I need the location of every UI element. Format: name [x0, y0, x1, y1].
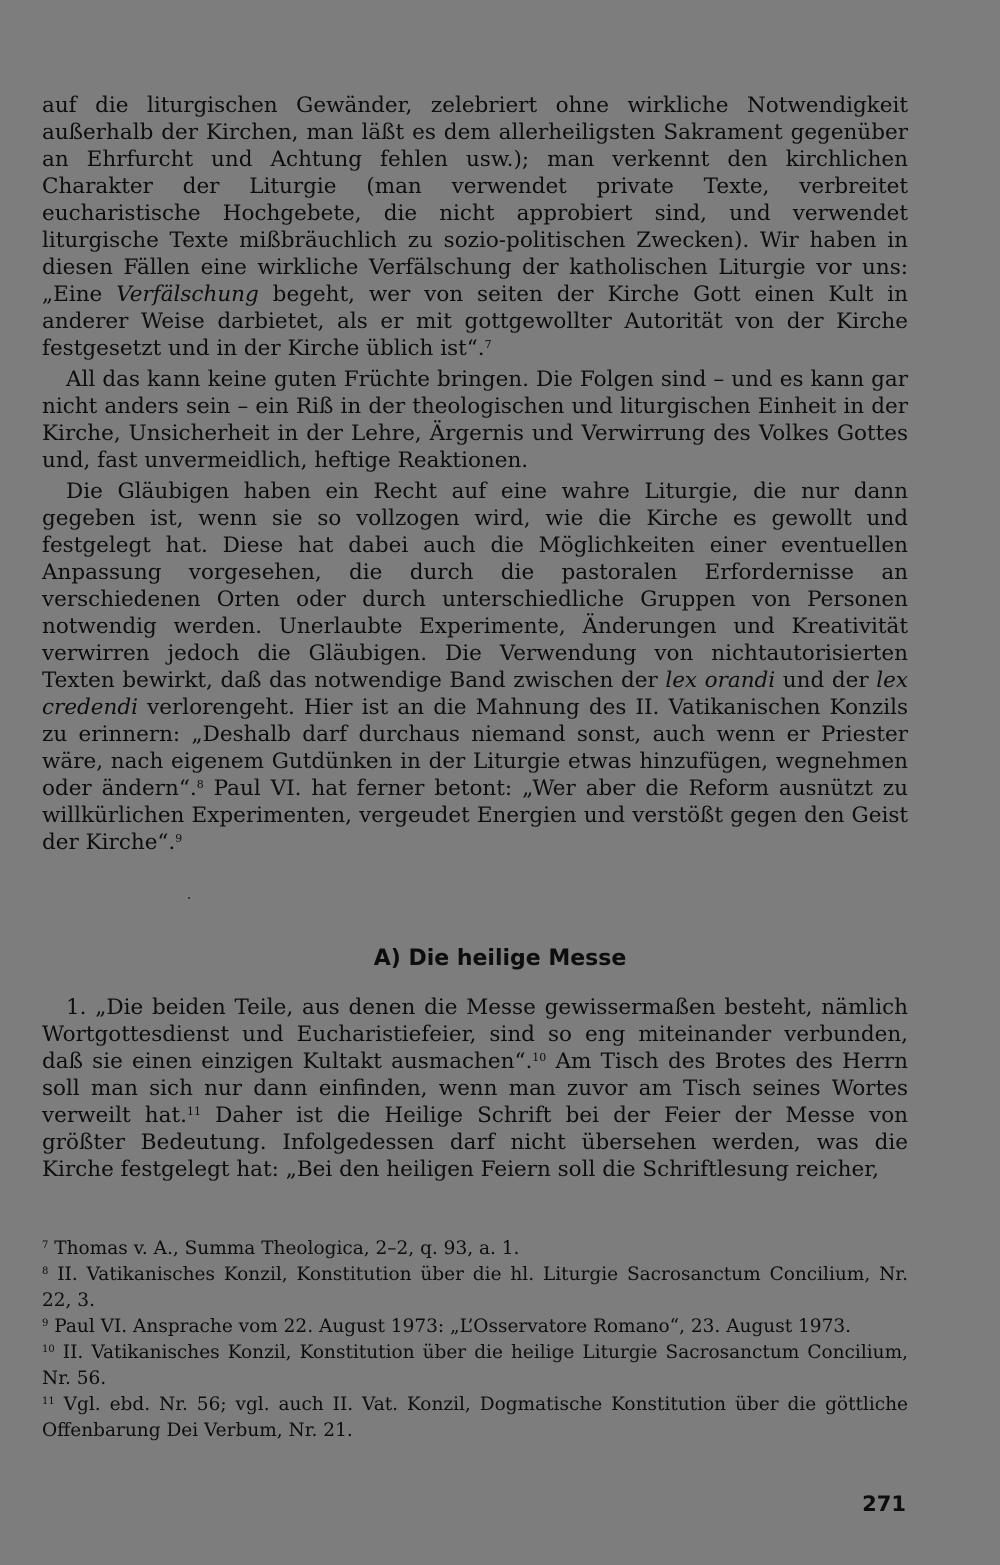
footnote-10 [42, 1340, 908, 1392]
paragraph-3-text-b: und der [775, 668, 877, 693]
section-paragraph-1 [42, 994, 908, 1183]
footnote-text: Vgl. ebd. Nr. 56; vgl. auch II. Vat. Konzil, Dogmatische Konstitution über die göttliche Offenbarung Dei Verbum, Nr. 21. [42, 1394, 908, 1441]
scan-speck [188, 897, 190, 899]
paragraph-1 [42, 92, 908, 362]
section-body [42, 994, 908, 1183]
footnote-7 [42, 1236, 908, 1262]
paragraph-3-text-d: Paul VI. hat ferner betont: „Wer aber die Reform ausnützt zu willkürlichen Experimenten, vergeudet Energien und verstößt gegen den Geist der Kirche“. [42, 776, 908, 855]
footnote-ref-9: 9 [175, 832, 183, 845]
section-paragraph-1-text-b: Am Tisch des Brotes des Herrn soll man sich nur dann einfinden, wenn man zuvor am Tisch seines Wortes verweilt hat. [42, 1049, 908, 1128]
footnote-text: Thomas v. A., Summa Theologica, 2–2, q. 93, a. 1. [54, 1238, 520, 1259]
paragraph-1-emphasis: Verfälschung [116, 282, 259, 307]
section-paragraph-1-text-a: 1. „Die beiden Teile, aus denen die Messe gewissermaßen besteht, nämlich Wortgottesdienst und Eucharistiefeier, sind so eng miteinander verbunden, daß sie einen einzigen Kultakt ausmachen“. [42, 995, 908, 1074]
footnote-number: 7 [42, 1240, 49, 1251]
footnote-8 [42, 1262, 908, 1314]
page-number: 271 [862, 1492, 906, 1516]
footnote-11 [42, 1392, 908, 1444]
paragraph-1-text-a: auf die liturgischen Gewänder, zelebriert ohne wirkliche Notwendigkeit außerhalb der Kirchen, man läßt es dem allerheiligsten Sakrament gegenüber an Ehrfurcht und Achtung fehlen usw.); man verkennt den kirchlichen Charakter der Liturgie (man verwendet private Texte, verbreitet eucharistische Hochgebete, die nicht approbiert sind, und verwendet liturgische Texte mißbräuchlich zu sozio-politischen Zwecken). Wir haben in diesen Fällen eine wirkliche Verfälschung der katholischen Liturgie vor uns: „Eine [42, 93, 908, 307]
paragraph-3-text-a: Die Gläubigen haben ein Recht auf eine wahre Liturgie, die nur dann gegeben ist, wenn sie so vollzogen wird, wie die Kirche es gewollt und festgelegt hat. Diese hat dabei auch die Möglichkeiten einer eventuellen Anpassung vorgesehen, die durch die pastoralen Erfordernisse an verschiedenen Orten oder durch unterschiedliche Gruppen von Personen notwendig werden. Unerlaubte Experimente, Änderungen und Kreativität verwirren jedoch die Gläubigen. Die Verwendung von nichtautorisierten Texten bewirkt, daß das notwendige Band zwischen der [42, 479, 908, 693]
footnote-text: II. Vatikanisches Konzil, Konstitution über die hl. Liturgie Sacrosanctum Concilium, Nr. 22, 3. [42, 1264, 908, 1311]
footnote-text: II. Vatikanisches Konzil, Konstitution über die heilige Liturgie Sacrosanctum Concilium, Nr. 56. [42, 1342, 908, 1389]
footnote-9 [42, 1314, 908, 1340]
footnote-ref-11: 11 [186, 1105, 201, 1118]
footnote-ref-10: 10 [532, 1051, 547, 1064]
footnotes [42, 1236, 908, 1444]
paragraph-3 [42, 478, 908, 856]
body-text-continued [42, 92, 908, 856]
footnote-ref-8: 8 [196, 778, 204, 791]
footnote-number: 10 [42, 1344, 55, 1355]
section-paragraph-1-text-c: Daher ist die Heilige Schrift bei der Feier der Messe von größter Bedeutung. Infolgedessen darf nicht übersehen werden, was die Kirche festgelegt hat: „Bei den heiligen Feiern soll die Schriftlesung reicher, [42, 1103, 908, 1182]
paragraph-3-emphasis-lex-orandi: lex orandi [665, 668, 776, 693]
section-heading: A) Die heilige Messe [373, 946, 627, 971]
footnote-number: 9 [42, 1318, 49, 1329]
footnote-number: 8 [42, 1266, 49, 1277]
paragraph-2: All das kann keine guten Früchte bringen. Die Folgen sind – und es kann gar nicht anders sein – ein Riß in der theologischen und liturgischen Einheit in der Kirche, Unsicherheit in der Lehre, Ärgernis und Verwirrung des Volkes Gottes und, fast unvermeidlich, heftige Reaktionen. [42, 367, 908, 473]
paragraph-3-emphasis-lex-credendi: lex credendi [42, 668, 908, 720]
paragraph-1-text-b: begeht, wer von seiten der Kirche Gott einen Kult in anderer Weise darbietet, als er mit gottgewollter Autorität von der Kirche festgesetzt und in der Kirche üblich ist“. [42, 282, 908, 361]
footnote-number: 11 [42, 1396, 55, 1407]
paragraph-3-text-c: verlorengeht. Hier ist an die Mahnung des II. Vatikanischen Konzils zu erinnern: „Deshalb darf durchaus niemand sonst, auch wenn er Priester wäre, nach eigenem Gutdünken in der Liturgie etwas hinzufügen, wegnehmen oder ändern“. [42, 695, 908, 801]
footnote-text: Paul VI. Ansprache vom 22. August 1973: „L’Osservatore Romano“, 23. August 1973. [54, 1316, 851, 1337]
footnote-ref-7: 7 [484, 338, 492, 351]
